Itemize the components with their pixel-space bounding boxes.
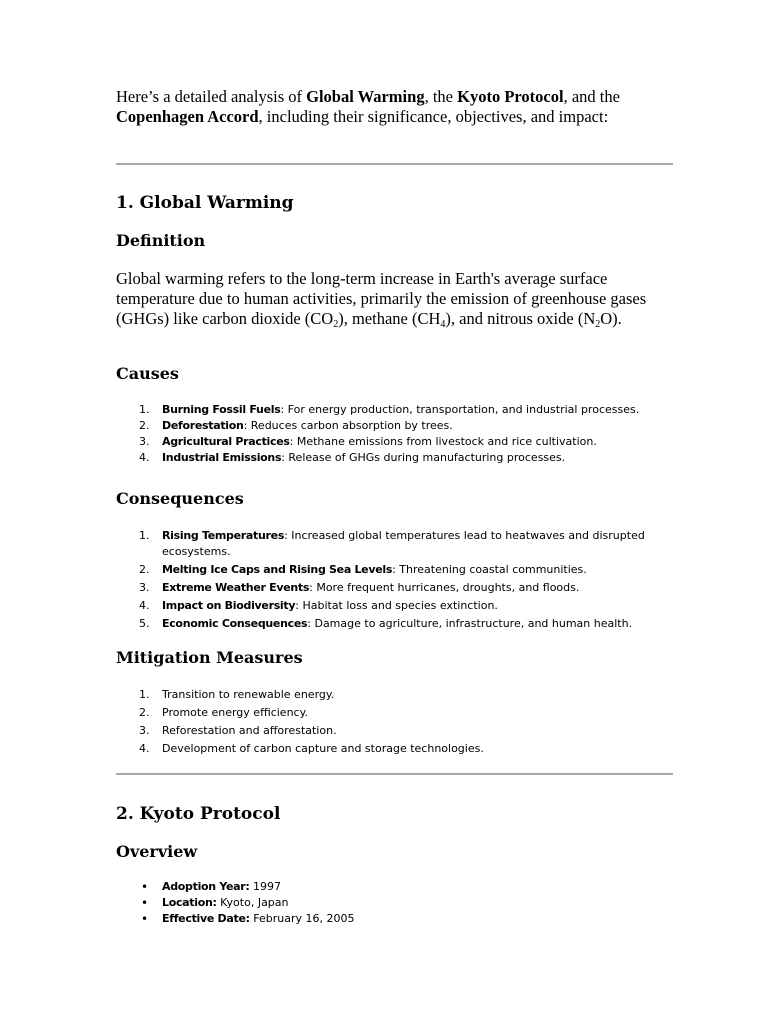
intro-text: Here’s a detailed analysis of: [116, 87, 307, 106]
mitigation-list: [116, 687, 673, 757]
list-item: 3. Extreme Weather Events: More frequent hurricanes, droughts, and floods.: [139, 581, 580, 594]
intro-bold-global-warming: Global Warming: [306, 87, 425, 106]
definition-text: ), methane (CH: [338, 309, 441, 328]
intro-text: , and the: [563, 87, 620, 106]
heading-consequences: Consequences: [116, 489, 244, 508]
consequences-list: [116, 528, 673, 632]
subscript: 2: [333, 319, 339, 330]
intro-bold-kyoto: Kyoto Protocol: [457, 87, 564, 106]
list-item: 3. Reforestation and afforestation.: [139, 724, 337, 737]
list-item: 2. Melting Ice Caps and Rising Sea Levels: Threatening coastal communities.: [139, 563, 587, 576]
section-title-global-warming: 1. Global Warming: [116, 193, 294, 213]
section-title-kyoto-protocol: 2. Kyoto Protocol: [116, 804, 281, 824]
subscript: 2: [595, 319, 601, 330]
list-item: 2. Promote energy efficiency.: [139, 706, 309, 719]
list-item: 1. Burning Fossil Fuels: For energy production, transportation, and industrial processes.: [139, 403, 640, 416]
list-item: 1. Transition to renewable energy.: [139, 688, 335, 701]
list-item: 4. Industrial Emissions: Release of GHGs during manufacturing processes.: [139, 451, 566, 464]
heading-definition: Definition: [116, 231, 206, 250]
list-item: 1. Rising Temperatures: Increased global temperatures lead to heatwaves and disrupted ecosystems.: [139, 529, 645, 558]
list-item: • Location: Kyoto, Japan: [141, 896, 289, 910]
heading-causes: Causes: [116, 364, 179, 383]
intro-paragraph: [116, 87, 673, 127]
causes-list: [116, 402, 673, 466]
definition-paragraph: [116, 269, 673, 329]
list-item: • Adoption Year: 1997: [141, 880, 282, 894]
intro-text: , the: [424, 87, 458, 106]
definition-text: ), and nitrous oxide (N: [445, 309, 596, 328]
definition-text: O).: [600, 309, 622, 328]
divider: [116, 773, 673, 775]
list-item: 2. Deforestation: Reduces carbon absorption by trees.: [139, 419, 453, 432]
divider: [116, 163, 673, 165]
intro-text: , including their significance, objectives, and impact:: [258, 107, 609, 126]
intro-bold-copenhagen: Copenhagen Accord: [116, 107, 259, 126]
list-item: 4. Development of carbon capture and storage technologies.: [139, 742, 484, 755]
subscript: 4: [440, 319, 446, 330]
overview-list: [116, 879, 673, 927]
heading-overview: Overview: [116, 842, 198, 861]
list-item: 3. Agricultural Practices: Methane emissions from livestock and rice cultivation.: [139, 435, 597, 448]
list-item: 4. Impact on Biodiversity: Habitat loss and species extinction.: [139, 599, 498, 612]
definition-text: Global warming refers to the long-term increase in Earth's average surface temperature due to human activities, primarily the emission of greenhouse gases (GHGs) like carbon dioxide (CO: [116, 269, 647, 328]
list-item: 5. Economic Consequences: Damage to agriculture, infrastructure, and human health.: [139, 617, 633, 630]
list-item: • Effective Date: February 16, 2005: [141, 912, 355, 926]
heading-mitigation: Mitigation Measures: [116, 648, 303, 667]
